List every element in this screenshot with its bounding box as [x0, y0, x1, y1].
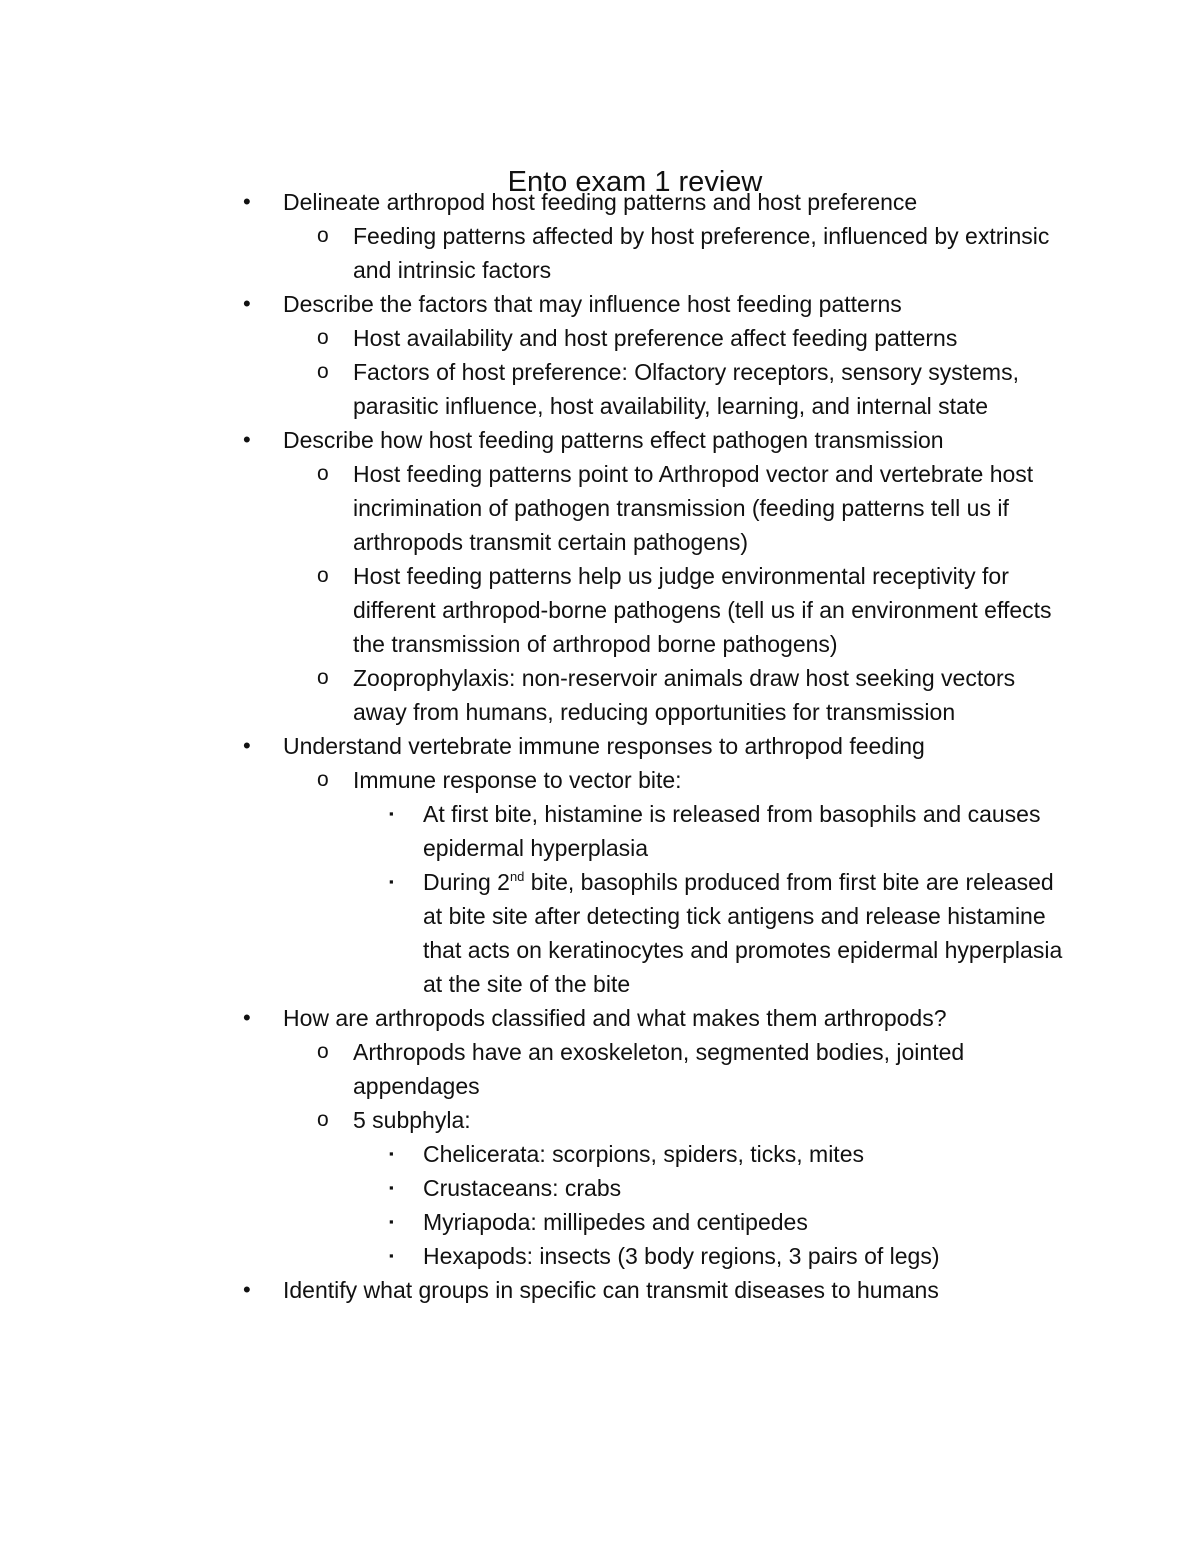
list-item-text: How are arthropods classified and what makes them arthropods? [283, 1005, 947, 1031]
sub-list-item [317, 1035, 1063, 1103]
sub-bullet-marker: o [317, 462, 329, 485]
sub-sub-list-item-text: Hexapods: insects (3 body regions, 3 pairs of legs) [423, 1243, 940, 1269]
sub-list-item [317, 355, 1063, 423]
sub-bullet-marker: o [317, 224, 329, 247]
sub-list-item [317, 321, 1063, 355]
sub-sub-list-item-text [423, 869, 1062, 997]
sub-bullet-marker: o [317, 1108, 329, 1131]
square-bullet-marker: ▪ [389, 1248, 394, 1263]
bullet-marker: • [243, 189, 251, 214]
list-item-text: Understand vertebrate immune responses to arthropod feeding [283, 733, 925, 759]
text-after-superscript: bite, basophils produced from first bite are released at bite site after detecting tick antigens and release histamine that acts on keratinocytes and promotes epidermal hyperplasia at the site of the bite [423, 869, 1063, 997]
list-item [243, 423, 1073, 457]
bullet-marker: • [243, 733, 251, 758]
list-item-text: Identify what groups in specific can transmit diseases to humans [283, 1277, 939, 1303]
sub-list-item-text: Host feeding patterns help us judge environmental receptivity for different arthropod-borne pathogens (tell us if an environment effects the transmission of arthropod borne pathogens) [353, 563, 1052, 657]
sub-list-item [317, 219, 1063, 287]
sub-bullet-marker: o [317, 1040, 329, 1063]
sub-bullet-marker: o [317, 326, 329, 349]
list-item [243, 287, 1073, 321]
square-bullet-marker: ▪ [389, 1214, 394, 1229]
list-item-text: Describe the factors that may influence host feeding patterns [283, 291, 902, 317]
square-bullet-marker: ▪ [389, 806, 394, 821]
sub-list-item-text: Arthropods have an exoskeleton, segmented bodies, jointed appendages [353, 1039, 965, 1099]
square-bullet-marker: ▪ [389, 1180, 394, 1195]
document-body [0, 185, 1200, 1307]
sub-sub-list-item-text: Crustaceans: crabs [423, 1175, 622, 1201]
bullet-marker: • [243, 1005, 251, 1030]
sub-list-item [317, 1103, 1063, 1137]
list-item [243, 729, 1073, 763]
sub-sub-list-item-text: Chelicerata: scorpions, spiders, ticks, mites [423, 1141, 864, 1167]
ordinal-superscript: nd [509, 869, 525, 884]
sub-list-item [317, 457, 1063, 559]
bullet-list [0, 185, 1200, 1307]
list-item [243, 185, 1073, 219]
list-item [243, 1273, 1073, 1307]
sub-sub-list-item [389, 797, 1063, 865]
bullet-marker: • [243, 427, 251, 452]
sub-list-item-text: Feeding patterns affected by host preference, influenced by extrinsic and intrinsic factors [353, 223, 1050, 283]
sub-sub-list-item [389, 865, 1063, 1001]
sub-list-item-text: Zooprophylaxis: non-reservoir animals draw host seeking vectors away from humans, reducing opportunities for transmission [353, 665, 1016, 725]
list-item [243, 1001, 1073, 1035]
sub-list-item [317, 661, 1063, 729]
list-item-text: Delineate arthropod host feeding patterns and host preference [283, 189, 918, 215]
sub-list-item-text: Immune response to vector bite: [353, 767, 682, 793]
sub-list-item-text: Factors of host preference: Olfactory receptors, sensory systems, parasitic influence, host availability, learning, and internal state [353, 359, 1019, 419]
sub-bullet-marker: o [317, 360, 329, 383]
sub-sub-list-item [389, 1239, 1063, 1273]
sub-sub-list-item [389, 1171, 1063, 1205]
list-item-text: Describe how host feeding patterns effect pathogen transmission [283, 427, 944, 453]
bullet-marker: • [243, 1277, 251, 1302]
sub-sub-list-item-text: At first bite, histamine is released from basophils and causes epidermal hyperplasia [423, 801, 1041, 861]
sub-bullet-marker: o [317, 666, 329, 689]
sub-list-item [317, 763, 1063, 797]
bullet-marker: • [243, 291, 251, 316]
document-title: Ento exam 1 review [507, 166, 763, 199]
square-bullet-marker: ▪ [389, 1146, 394, 1161]
sub-sub-list-item [389, 1137, 1063, 1171]
text-before-superscript: During 2 [423, 869, 510, 895]
sub-bullet-marker: o [317, 768, 329, 791]
sub-list-item-text: Host availability and host preference affect feeding patterns [353, 325, 958, 351]
sub-list-item-text: Host feeding patterns point to Arthropod vector and vertebrate host incrimination of pathogen transmission (feeding patterns tell us if arthropods transmit certain pathogens) [353, 461, 1034, 555]
square-bullet-marker: ▪ [389, 874, 394, 889]
sub-bullet-marker: o [317, 564, 329, 587]
sub-sub-list-item [389, 1205, 1063, 1239]
sub-list-item [317, 559, 1063, 661]
sub-list-item-text: 5 subphyla: [353, 1107, 471, 1133]
sub-sub-list-item-text: Myriapoda: millipedes and centipedes [423, 1209, 808, 1235]
